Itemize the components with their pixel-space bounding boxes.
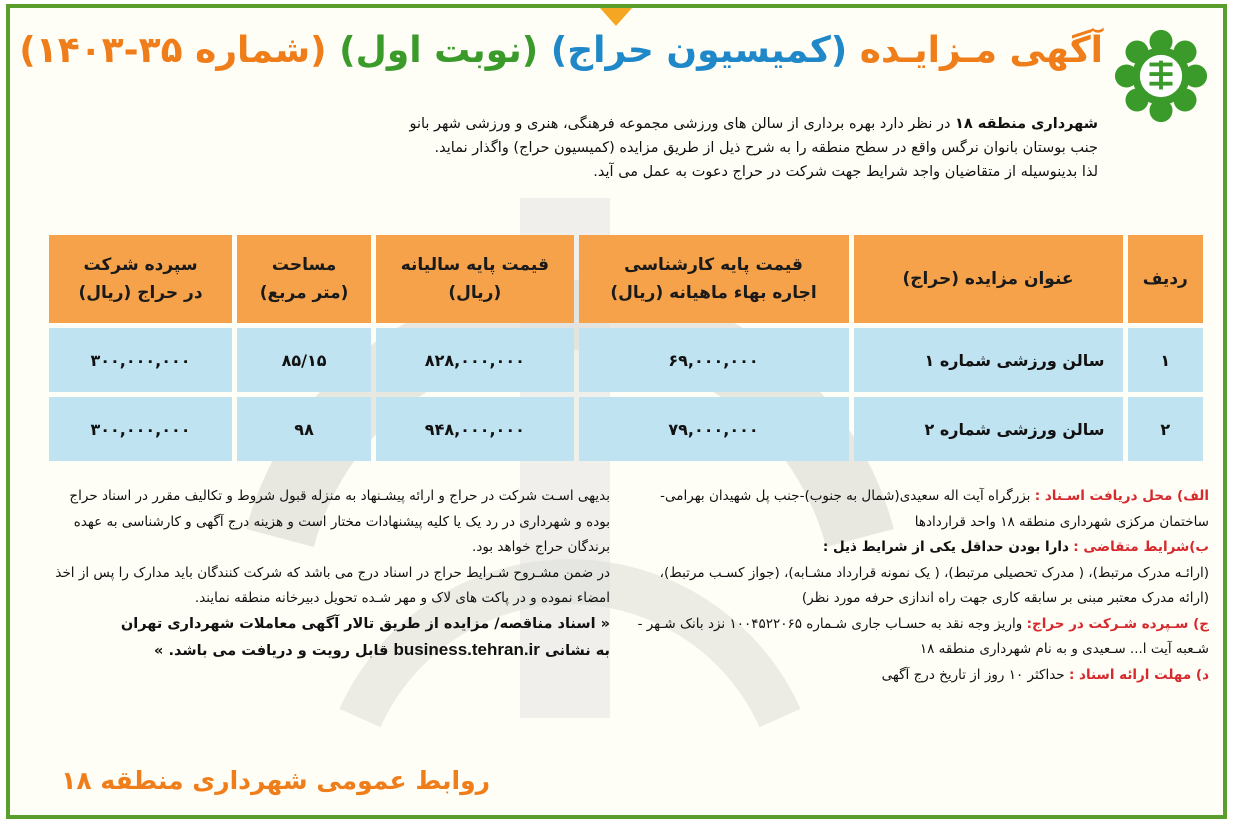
auction-table — [44, 230, 1208, 466]
section-a — [637, 484, 1209, 535]
header-title: عنوان مزایده (حراج) — [854, 235, 1123, 323]
table-header-row — [49, 235, 1203, 323]
cell-title: سالن ورزشی شماره ۱ — [854, 328, 1123, 392]
header-annual-price — [376, 235, 573, 323]
header-deposit-line-2: در حراج (ریال) — [78, 283, 203, 303]
intro-line-3: لذا بدینوسیله از متقاضیان واجد شرایط جهت شرکت در حراج دعوت به عمل می آید. — [593, 164, 1098, 180]
header-area — [237, 235, 371, 323]
top-notch-decoration — [600, 8, 632, 26]
title-part-auction: آگهی مـزایـده — [859, 30, 1103, 71]
section-b-text: دارا بودن حداقل یکی از شرایط ذیل : — [822, 539, 1069, 555]
conditions-column — [637, 484, 1209, 688]
intro-line-1: در نظر دارد بهره برداری از سالن های ورزشی مجموعه فرهنگی، هنری و ورزشی شهر بانو — [409, 116, 951, 132]
cell-expert-price: ۷۹,۰۰۰,۰۰۰ — [579, 397, 849, 461]
note-3-line-a: « اسناد مناقصه/ مزایده از طریق تالار آگهی معاملات شهرداری تهران — [120, 615, 610, 632]
header-expert-line-1: قیمت پایه کارشناسی — [624, 255, 803, 275]
section-c — [637, 612, 1209, 663]
intro-line-2: جنب بوستان بانوان نرگس واقع در سطح منطقه را به شرح ذیل از طریق مزایده (کمیسیون حراج) واگذار نماید. — [434, 140, 1098, 156]
section-d-text: حداکثر ۱۰ روز از تاریخ درج آگهی — [881, 666, 1065, 683]
header-annual-line-2: (ریال) — [448, 283, 502, 303]
title-part-number: (شماره ۳۵-۱۴۰۳) — [19, 30, 327, 71]
header-deposit — [49, 235, 232, 323]
section-c-text: واریز وجه نقد به حسـاب جاری شـماره ۱۰۰۴۵۲۲۰۶۵ نزد بانک شـهر - شـعبه آیت ا... سـعیدی و به نام شهرداری منطقه ۱۸ — [637, 615, 1209, 657]
cell-area: ۹۸ — [237, 397, 371, 461]
header-row-no: ردیف — [1128, 235, 1203, 323]
note-paragraph-1: بدیهی اسـت شرکت در حراج و ارائه پیشـنهاد به منزله قبول شروط و تکالیف مقرر در اسناد حراج بوده و شهرداری در رد یک یا کلیه پیشنهادات مختار است و هزینه درج آگهی و کارشناسی به عهده برندگان حراج خواهد بود. — [69, 488, 610, 555]
header-area-line-2: (متر مربع) — [259, 283, 349, 303]
header-expert-line-2: اجاره بهاء ماهیانه (ریال) — [610, 283, 817, 303]
cell-row-no: ۱ — [1128, 328, 1203, 392]
notice-frame — [6, 4, 1227, 819]
section-b-items: (ارائـه مدرک مرتبط)، ( مدرک تحصیلی مرتبط)، ( یک نمونه قرارداد مشـابه)، (جواز کسـب مرتبط)، (ارائه مدرک معتبر مبنی بر سابقه کاری جهت راه اندازی حرفه مورد نظر) — [659, 564, 1209, 606]
cell-row-no: ۲ — [1128, 397, 1203, 461]
title-part-round: (نوبت اول) — [339, 30, 539, 71]
cell-deposit: ۳۰۰,۰۰۰,۰۰۰ — [49, 328, 232, 392]
cell-title: سالن ورزشی شماره ۲ — [854, 397, 1123, 461]
watermark-logo-icon — [190, 118, 950, 818]
notes-column — [44, 484, 610, 665]
note-paragraph-2: در ضمن مشـروح شـرایط حراج در اسناد درج می باشد که شرکت کنندگان باید مدارک را پس از اخذ امضاء نموده و در پاکت های لاک و مهر شـده تحویل دبیرخانه منطقه نمایند. — [55, 564, 610, 606]
header-expert-price — [579, 235, 849, 323]
note-3-line-c: قابل رویت و دریافت می باشد. » — [154, 643, 389, 659]
section-c-label: ج) سـپرده شـرکت در حراج: — [1026, 615, 1209, 632]
header-area-line-1: مساحت — [271, 255, 337, 275]
section-a-text: بزرگراه آیت اله سعیدی(شمال به جنوب)-جنب پل شهیدان بهرامی- ساختمان مرکزی شهرداری منطقه ۱۸ واحد قراردادها — [660, 488, 1209, 530]
tehran-municipality-logo-icon — [1113, 28, 1209, 124]
website-link[interactable]: business.tehran.ir — [393, 640, 540, 659]
header-annual-line-1: قیمت پایه سالیانه — [400, 255, 549, 275]
cell-deposit: ۳۰۰,۰۰۰,۰۰۰ — [49, 397, 232, 461]
intro-text — [118, 112, 1098, 184]
title-part-commission: (کمیسیون حراج) — [550, 30, 848, 71]
section-a-label: الف) محل دریافت اسـناد : — [1034, 488, 1209, 504]
cell-annual-price: ۹۴۸,۰۰۰,۰۰۰ — [376, 397, 573, 461]
section-b — [637, 535, 1209, 561]
table-row — [49, 397, 1203, 461]
cell-area: ۸۵/۱۵ — [237, 328, 371, 392]
table-row — [49, 328, 1203, 392]
cell-expert-price: ۶۹,۰۰۰,۰۰۰ — [579, 328, 849, 392]
section-d-label: د) مهلت ارائه اسناد : — [1068, 666, 1209, 683]
intro-subject: شهرداری منطقه ۱۸ — [955, 116, 1098, 132]
section-b-label: ب)شرایط متقاضی : — [1073, 539, 1209, 555]
note-paragraph-3 — [44, 612, 610, 665]
section-d — [637, 663, 1209, 689]
header-deposit-line-1: سپرده شرکت — [83, 255, 198, 275]
notice-title — [19, 30, 1103, 71]
cell-annual-price: ۸۲۸,۰۰۰,۰۰۰ — [376, 328, 573, 392]
note-3-line-b: به نشانی — [544, 643, 610, 659]
public-relations-signature: روابط عمومی شهرداری منطقه ۱۸ — [61, 766, 490, 795]
